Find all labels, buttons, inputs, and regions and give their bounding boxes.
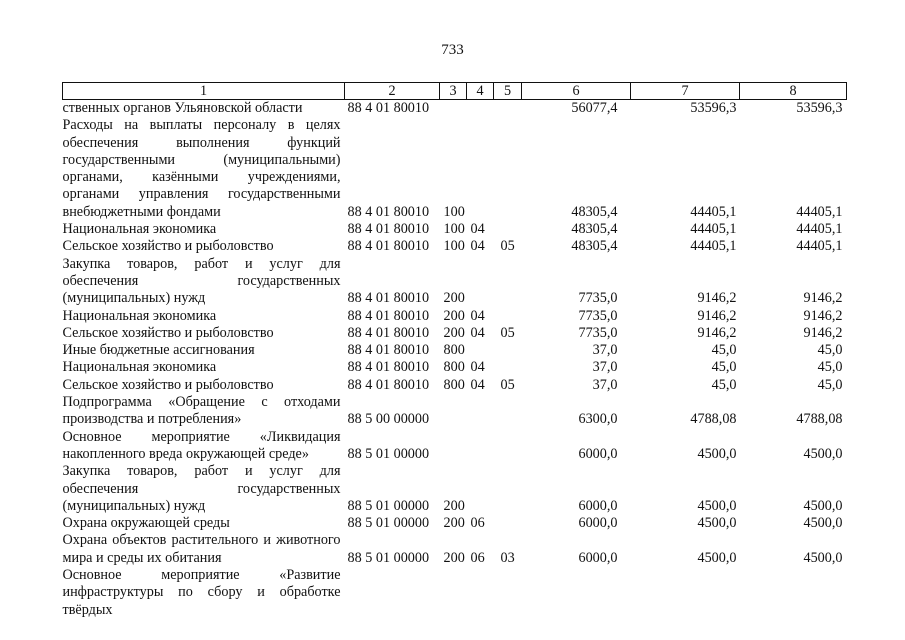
amount-col-7: 9146,2 [697, 307, 737, 324]
subsection-code [494, 100, 522, 118]
amount-col-6: 37,0 [592, 376, 618, 393]
table-row [63, 308, 847, 325]
amount-col-8: 44405,1 [796, 238, 843, 255]
amount-col-7: 44405,1 [690, 203, 737, 220]
subsection-code: 05 [500, 324, 515, 341]
column-header-2: 2 [345, 83, 440, 100]
table-row [63, 342, 847, 359]
amount-col-8: 44405,1 [796, 221, 843, 238]
amount-col-6: 6000,0 [578, 497, 618, 514]
amount-col-8: 4500,0 [803, 497, 843, 514]
column-header-3: 3 [440, 83, 467, 100]
amount-col-6: 6000,0 [578, 445, 618, 462]
target-article-code: 88 5 01 00000 [347, 445, 430, 462]
expense-type-code [440, 429, 467, 464]
target-article-code: 88 4 01 80010 [347, 376, 430, 393]
row-name: Подпрограмма «Обращение с отходами производства и потребления» [62, 394, 341, 428]
target-article-code: 88 4 01 80010 [347, 203, 430, 220]
amount-col-8 [740, 567, 847, 619]
expense-type-code: 800 [443, 342, 465, 359]
amount-col-6 [522, 567, 631, 619]
expense-type-code: 200 [443, 497, 465, 514]
amount-col-6: 37,0 [592, 359, 618, 376]
expense-type-code [440, 100, 467, 118]
amount-col-8: 4500,0 [803, 445, 843, 462]
section-code: 04 [470, 359, 485, 376]
expense-type-code: 800 [443, 359, 465, 376]
amount-col-6: 48305,4 [571, 203, 618, 220]
target-article-code: 88 4 01 80010 [347, 290, 430, 307]
amount-col-7: 4788,08 [690, 411, 737, 428]
row-name: Сельское хозяйство и рыболовство [62, 238, 274, 255]
table-row [63, 238, 847, 255]
target-article-code: 88 5 01 00000 [347, 549, 430, 566]
table-row [63, 463, 847, 515]
subsection-code [494, 515, 522, 532]
amount-col-6: 37,0 [592, 342, 618, 359]
row-name: Основное мероприятие «Ликвидация накопленного вреда окружающей среде» [62, 428, 341, 462]
amount-col-8: 9146,2 [803, 290, 843, 307]
target-article-code: 88 5 01 00000 [347, 497, 430, 514]
row-name: Национальная экономика [62, 359, 217, 376]
amount-col-8: 9146,2 [803, 307, 843, 324]
table-row [63, 221, 847, 238]
section-code: 04 [470, 238, 485, 255]
amount-col-8: 45,0 [817, 376, 843, 393]
table-row [63, 532, 847, 567]
row-name: Национальная экономика [62, 307, 217, 324]
amount-col-7: 4500,0 [697, 445, 737, 462]
subsection-code: 05 [500, 238, 515, 255]
section-code: 04 [470, 221, 485, 238]
amount-col-6: 48305,4 [571, 238, 618, 255]
row-name: Сельское хозяйство и рыболовство [62, 324, 274, 341]
column-header-8: 8 [740, 83, 847, 100]
amount-col-6: 7735,0 [578, 307, 618, 324]
column-header-7: 7 [631, 83, 740, 100]
amount-col-7: 9146,2 [697, 324, 737, 341]
target-article-code: 88 4 01 80010 [347, 342, 430, 359]
subsection-code [494, 117, 522, 221]
target-article-code: 88 4 01 80010 [347, 100, 430, 116]
target-article-code: 88 4 01 80010 [347, 221, 430, 238]
header-row [63, 83, 847, 100]
subsection-code [494, 429, 522, 464]
section-code [467, 463, 494, 515]
amount-col-6: 7735,0 [578, 290, 618, 307]
amount-col-6: 48305,4 [571, 221, 618, 238]
section-code: 04 [470, 376, 485, 393]
table-row [63, 100, 847, 118]
row-name: Сельское хозяйство и рыболовство [62, 376, 274, 393]
row-name: ственных органов Ульяновской области [62, 100, 303, 116]
table-row [63, 377, 847, 394]
section-code [467, 100, 494, 118]
amount-col-6: 6300,0 [578, 411, 618, 428]
section-code [467, 256, 494, 308]
budget-table [62, 82, 847, 619]
column-header-4: 4 [467, 83, 494, 100]
amount-col-7: 4500,0 [697, 515, 737, 532]
table-row [63, 394, 847, 429]
amount-col-6: 6000,0 [578, 515, 618, 532]
amount-col-7: 9146,2 [697, 290, 737, 307]
expense-type-code: 200 [443, 549, 465, 566]
table-row [63, 429, 847, 464]
amount-col-6: 56077,4 [571, 100, 618, 116]
subsection-code [494, 567, 522, 619]
amount-col-6: 7735,0 [578, 324, 618, 341]
target-article-code: 88 4 01 80010 [347, 307, 430, 324]
amount-col-7: 44405,1 [690, 238, 737, 255]
row-name: Закупка товаров, работ и услуг для обеспечения государственных (муниципальных) нужд [62, 463, 341, 514]
amount-col-8: 9146,2 [803, 324, 843, 341]
row-name: Охрана окружающей среды [62, 515, 230, 532]
expense-type-code: 100 [443, 238, 465, 255]
section-code: 04 [470, 324, 485, 341]
expense-type-code: 800 [443, 376, 465, 393]
row-name: Охрана объектов растительного и животного мира и среды их обитания [62, 532, 341, 566]
section-code [467, 342, 494, 359]
amount-col-8: 4500,0 [803, 515, 843, 532]
amount-col-7 [631, 567, 740, 619]
table-row [63, 117, 847, 221]
section-code [467, 429, 494, 464]
row-name: Закупка товаров, работ и услуг для обеспечения государственных (муниципальных) нужд [62, 255, 341, 307]
amount-col-8: 4788,08 [796, 411, 843, 428]
row-name: Иные бюджетные ассигнования [62, 342, 255, 359]
expense-type-code [440, 567, 467, 619]
section-code [467, 567, 494, 619]
amount-col-8: 45,0 [817, 342, 843, 359]
amount-col-7: 45,0 [711, 342, 737, 359]
amount-col-7: 4500,0 [697, 497, 737, 514]
target-article-code: 88 4 01 80010 [347, 238, 430, 255]
section-code: 06 [470, 549, 485, 566]
subsection-code: 03 [500, 549, 515, 566]
target-article-code: 88 5 00 00000 [347, 411, 430, 428]
amount-col-8: 53596,3 [796, 100, 843, 116]
amount-col-7: 45,0 [711, 376, 737, 393]
section-code: 06 [470, 515, 485, 532]
table-row [63, 515, 847, 532]
column-header-1: 1 [63, 83, 345, 100]
subsection-code [494, 221, 522, 238]
table-body [63, 100, 847, 619]
expense-type-code: 200 [443, 290, 465, 307]
amount-col-8: 45,0 [817, 359, 843, 376]
subsection-code [494, 394, 522, 429]
amount-col-7: 53596,3 [690, 100, 737, 116]
expense-type-code: 200 [443, 324, 465, 341]
expense-type-code: 100 [443, 221, 465, 238]
amount-col-8: 44405,1 [796, 203, 843, 220]
amount-col-7: 45,0 [711, 359, 737, 376]
target-article-code: 88 5 01 00000 [347, 515, 430, 532]
subsection-code [494, 359, 522, 376]
column-header-6: 6 [522, 83, 631, 100]
subsection-code [494, 308, 522, 325]
table-row [63, 567, 847, 619]
section-code: 04 [470, 307, 485, 324]
subsection-code [494, 463, 522, 515]
row-name: Национальная экономика [62, 221, 217, 238]
target-article-code: 88 4 01 80010 [347, 324, 430, 341]
section-code [467, 117, 494, 221]
page-number: 733 [441, 42, 464, 58]
expense-type-code: 200 [443, 515, 465, 532]
amount-col-6: 6000,0 [578, 549, 618, 566]
table-row [63, 359, 847, 376]
column-header-5: 5 [494, 83, 522, 100]
target-article-code [345, 567, 440, 619]
expense-type-code: 100 [443, 203, 465, 220]
target-article-code: 88 4 01 80010 [347, 359, 430, 376]
subsection-code: 05 [500, 376, 515, 393]
amount-col-7: 4500,0 [697, 549, 737, 566]
amount-col-8: 4500,0 [803, 549, 843, 566]
subsection-code [494, 256, 522, 308]
table-row [63, 325, 847, 342]
expense-type-code: 200 [443, 307, 465, 324]
section-code [467, 394, 494, 429]
table-row [63, 256, 847, 308]
row-name: Расходы на выплаты персоналу в целях обеспечения выполнения функций государственными (муниципальными) органами, казёнными учреждениями, органами управления государственными внебюджетными фондами [62, 117, 341, 220]
expense-type-code [440, 394, 467, 429]
subsection-code [494, 342, 522, 359]
row-name: Основное мероприятие «Развитие инфраструктуры по сбору и обработке твёрдых [62, 567, 341, 618]
amount-col-7: 44405,1 [690, 221, 737, 238]
